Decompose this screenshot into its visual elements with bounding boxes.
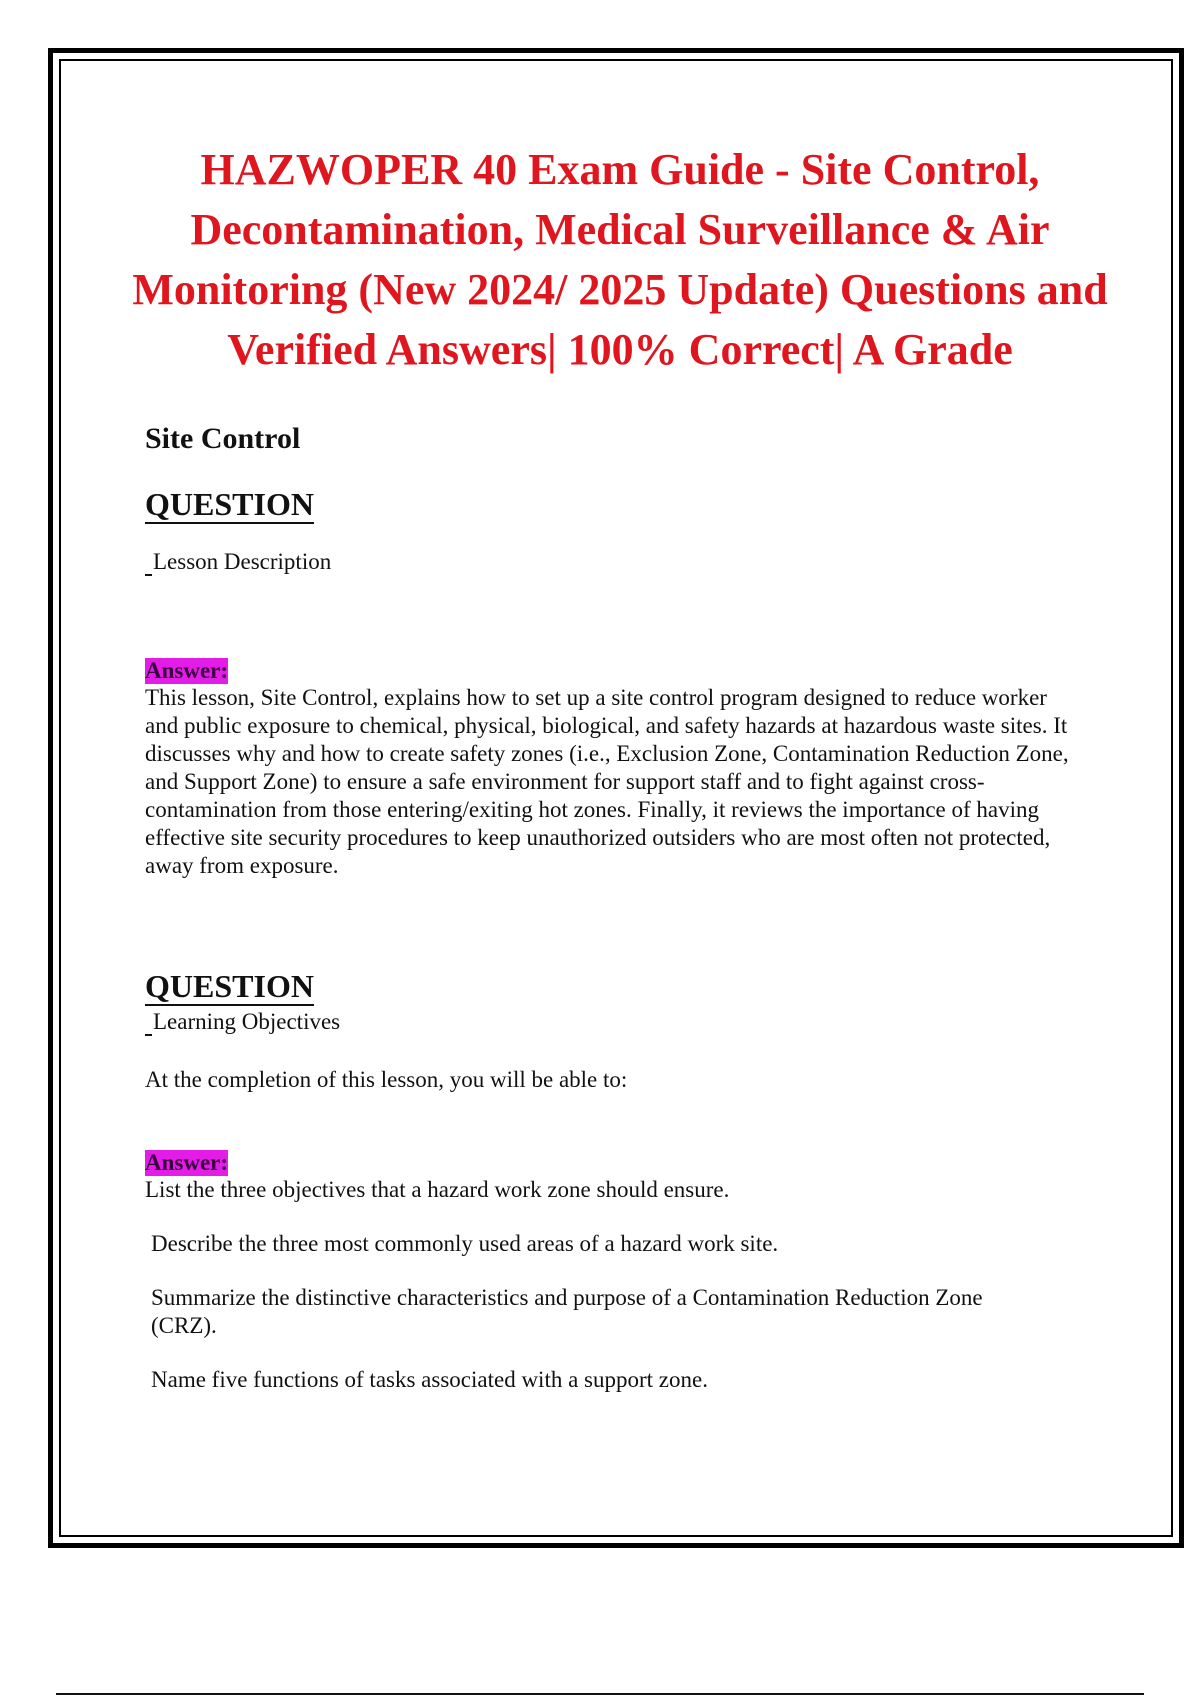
section-heading-site-control: Site Control [145, 422, 301, 455]
question-intro-text: At the completion of this lesson, you will be able to: [145, 1067, 628, 1092]
objective-item: Describe the three most commonly used areas of a hazard work site. [151, 1231, 779, 1256]
answer-text: This lesson, Site Control, explains how to set up a site control program designed to reduce worker and public exposure to chemical, physical, biological, and safety hazards at hazardous waste sites. It discusses why and how to create safety zones (i.e., Exclusion Zone, Contamination Reduction Zone, and Support Zone) to ensure a safe environment for support staff and to fight against cross-contamination from those entering/exiting hot zones. Finally, it reviews the importance of having effective site security procedures to keep unauthorized outsiders who are most often not protected, away from exposure. [145, 685, 1069, 878]
footer-rule [56, 1693, 1144, 1695]
question-heading: QUESTION [145, 486, 314, 522]
answer-label: Answer: [145, 1150, 229, 1175]
objective-item: Summarize the distinctive characteristics and purpose of a Contamination Reduction Zone (CRZ). [151, 1285, 983, 1338]
question-heading: QUESTION [145, 968, 314, 1004]
document-title: HAZWOPER 40 Exam Guide - Site Control, Decontamination, Medical Surveillance & Air Monitoring (New 2024/ 2025 Update) Questions and Verified Answers| 100% Correct| A Grade [132, 145, 1108, 374]
question-block-2 [145, 968, 1095, 1394]
objective-item: List the three objectives that a hazard work zone should ensure. [145, 1177, 730, 1202]
objective-item: Name five functions of tasks associated with a support zone. [151, 1367, 708, 1392]
answer-label: Answer: [145, 658, 229, 683]
page-content [132, 140, 1108, 1394]
question-prompt: Lesson Description [145, 548, 1095, 576]
question-block-1 [145, 486, 1095, 880]
question-prompt: Learning Objectives [145, 1008, 1095, 1036]
objectives-list [145, 1176, 1095, 1394]
